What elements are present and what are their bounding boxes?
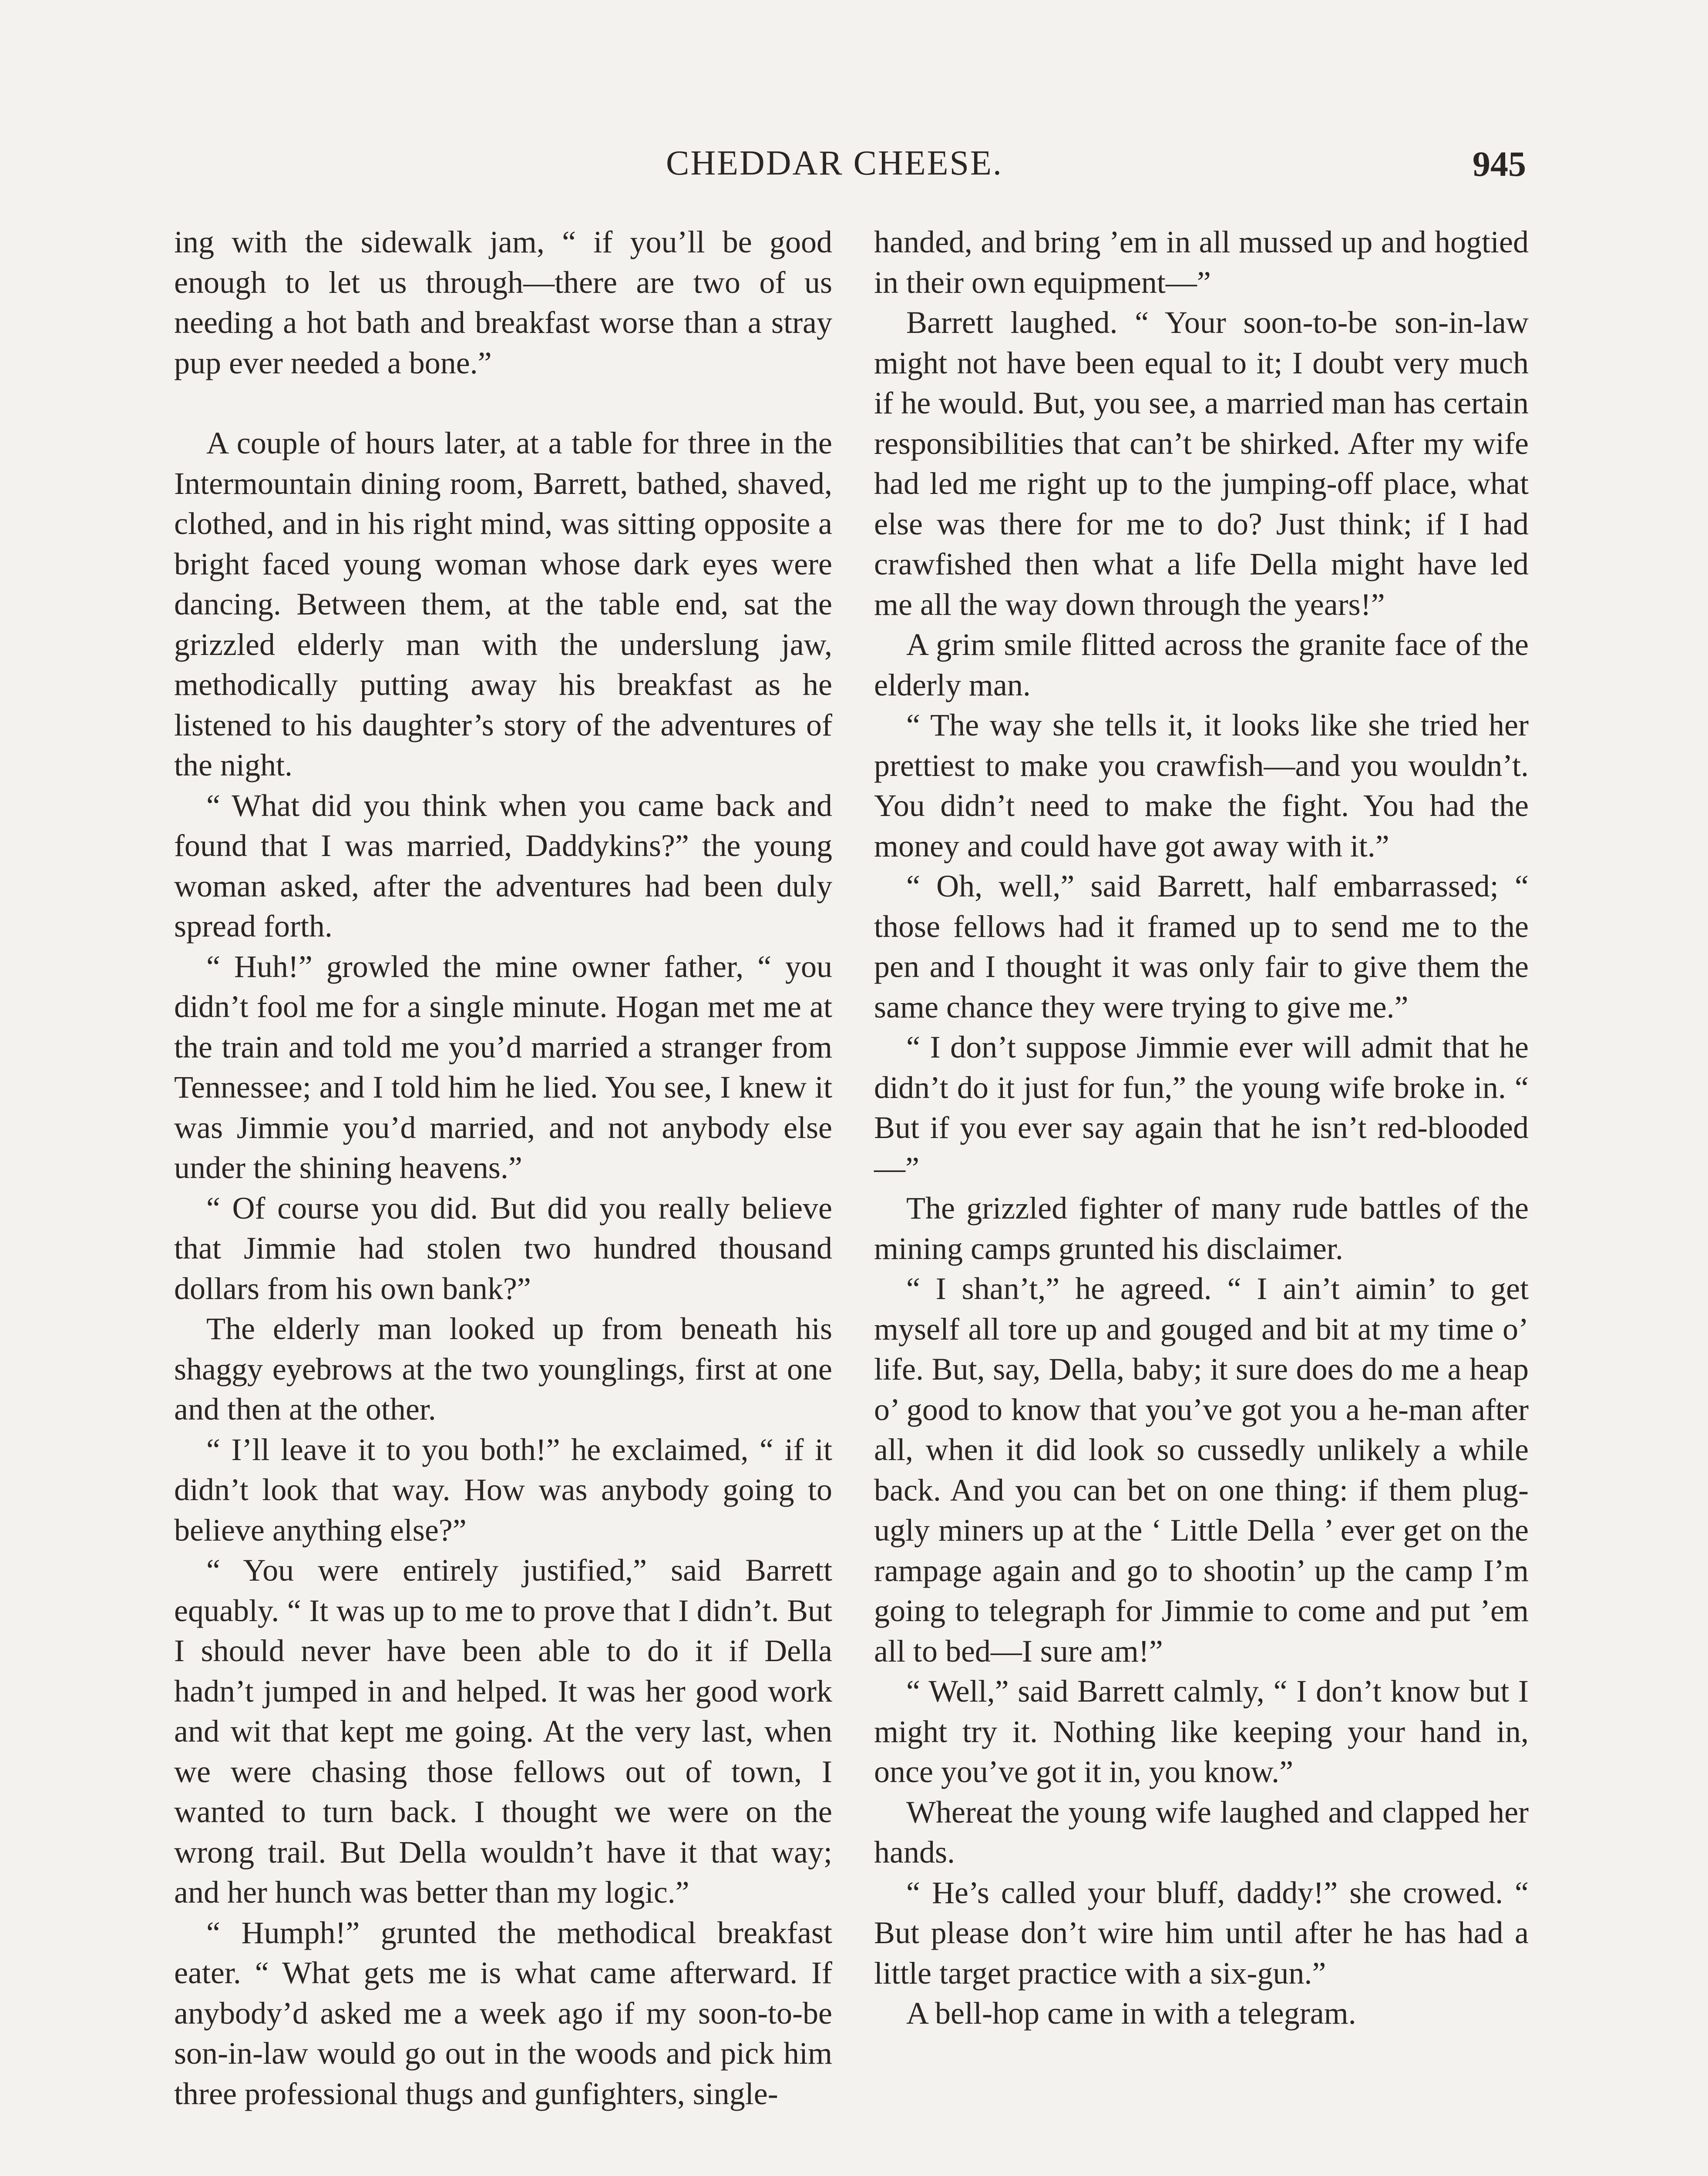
paragraph: “ Oh, well,” said Barrett, half embarrassed; “ those fellows had it framed up to send me to the pen and I thought it was only fair to give them the same chance they were trying to give me.” bbox=[874, 869, 1529, 1024]
paragraph: “ What did you think when you came back and found that I was married, Daddykins?” the young woman asked, after the adventures had been duly spread forth. bbox=[174, 788, 832, 944]
paragraph: “ Humph!” grunted the methodical breakfast eater. “ What gets me is what came afterward. If anybody’d asked me a week ago if my soon-to-be son-in-law would go out in the woods and pick him three professional thugs and gunfighters, single- bbox=[174, 1915, 832, 2111]
paragraph: The grizzled fighter of many rude battles of the mining camps grunted his disclaimer. bbox=[874, 1191, 1529, 1266]
running-head bbox=[666, 144, 1526, 191]
paragraph: “ Huh!” growled the mine owner father, “ you didn’t fool me for a single minute. Hogan met me at the train and told me you’d married a stranger from Tennessee; and I told him he lied. You see, I knew it was Jimmie you’d married, and not anybody else under the shining heavens.” bbox=[174, 949, 832, 1185]
paragraph: “ He’s called your bluff, daddy!” she crowed. “ But please don’t wire him until after he has had a little target practice with a six-gun.” bbox=[874, 1875, 1529, 1991]
paragraph: The elderly man looked up from beneath his shaggy eyebrows at the two younglings, first at one and then at the other. bbox=[174, 1311, 832, 1427]
running-title: CHEDDAR CHEESE. bbox=[666, 144, 1003, 182]
paragraph: “ The way she tells it, it looks like she tried her prettiest to make you crawfish—and you wouldn’t. You didn’t need to make the fight. You had the money and could have got away with it.” bbox=[874, 708, 1529, 863]
paragraph: ing with the sidewalk jam, “ if you’ll be good enough to let us through—there are two of us needing a hot bath and breakfast worse than a stray pup ever needed a bone.” bbox=[174, 225, 832, 380]
page-number: 945 bbox=[1473, 144, 1526, 184]
paragraph: “ I shan’t,” he agreed. “ I ain’t aimin’ to get myself all tore up and gouged and bit at my time o’ life. But, say, Della, baby; it sure does do me a heap o’ good to know that you’ve got you a he-man after all, when it did look so cussedly unlikely a while back. And you can bet on one thing: if them plug-ugly miners up at the ‘ Little Della ’ ever get on the rampage again and go to shootin’ up the camp I’m going to telegraph for Jimmie to come and put ’em all to bed—I sure am!” bbox=[874, 1271, 1529, 1669]
left-column bbox=[174, 222, 832, 2114]
paragraph: “ I’ll leave it to you both!” he exclaimed, “ if it didn’t look that way. How was anybody going to believe anything else?” bbox=[174, 1432, 832, 1548]
paragraph: Barrett laughed. “ Your soon-to-be son-in-law might not have been equal to it; I doubt very much if he would. But, you see, a married man has certain responsibilities that can’t be shirked. After my wife had led me right up to the jumping-off place, what else was there for me to do? Just think; if I had crawfished then what a life Della might have led me all the way down through the years!” bbox=[874, 305, 1529, 622]
paragraph: A couple of hours later, at a table for three in the Intermountain dining room, Barrett, bathed, shaved, clothed, and in his right mind, was sitting opposite a bright faced young woman whose dark eyes were dancing. Between them, at the table end, sat the grizzled elderly man with the underslung jaw, methodically putting away his breakfast as he listened to his daughter’s story of the adventures of the night. bbox=[174, 426, 832, 782]
paragraph: A grim smile flitted across the granite face of the elderly man. bbox=[874, 627, 1529, 702]
paragraph: handed, and bring ’em in all mussed up and hogtied in their own equipment—” bbox=[874, 225, 1529, 300]
paragraph: A bell-hop came in with a telegram. bbox=[906, 1996, 1356, 2031]
paragraph: “ I don’t suppose Jimmie ever will admit that he didn’t do it just for fun,” the young wife broke in. “ But if you ever say again that he isn’t red-blooded—” bbox=[874, 1030, 1529, 1185]
right-column bbox=[874, 222, 1529, 2034]
paragraph: “ Well,” said Barrett calmly, “ I don’t know but I might try it. Nothing like keeping your hand in, once you’ve got it in, you know.” bbox=[874, 1674, 1529, 1789]
paragraph: “ Of course you did. But did you really believe that Jimmie had stolen two hundred thousand dollars from his own bank?” bbox=[174, 1190, 832, 1306]
paragraph: “ You were entirely justified,” said Barrett equably. “ It was up to me to prove that I didn’t. But I should never have been able to do it if Della hadn’t jumped in and helped. It was her good work and wit that kept me going. At the very last, when we were chasing those fellows out of town, I wanted to turn back. I thought we were on the wrong trail. But Della wouldn’t have it that way; and her hunch was better than my logic.” bbox=[174, 1553, 832, 1910]
paragraph: Whereat the young wife laughed and clapped her hands. bbox=[874, 1794, 1529, 1870]
